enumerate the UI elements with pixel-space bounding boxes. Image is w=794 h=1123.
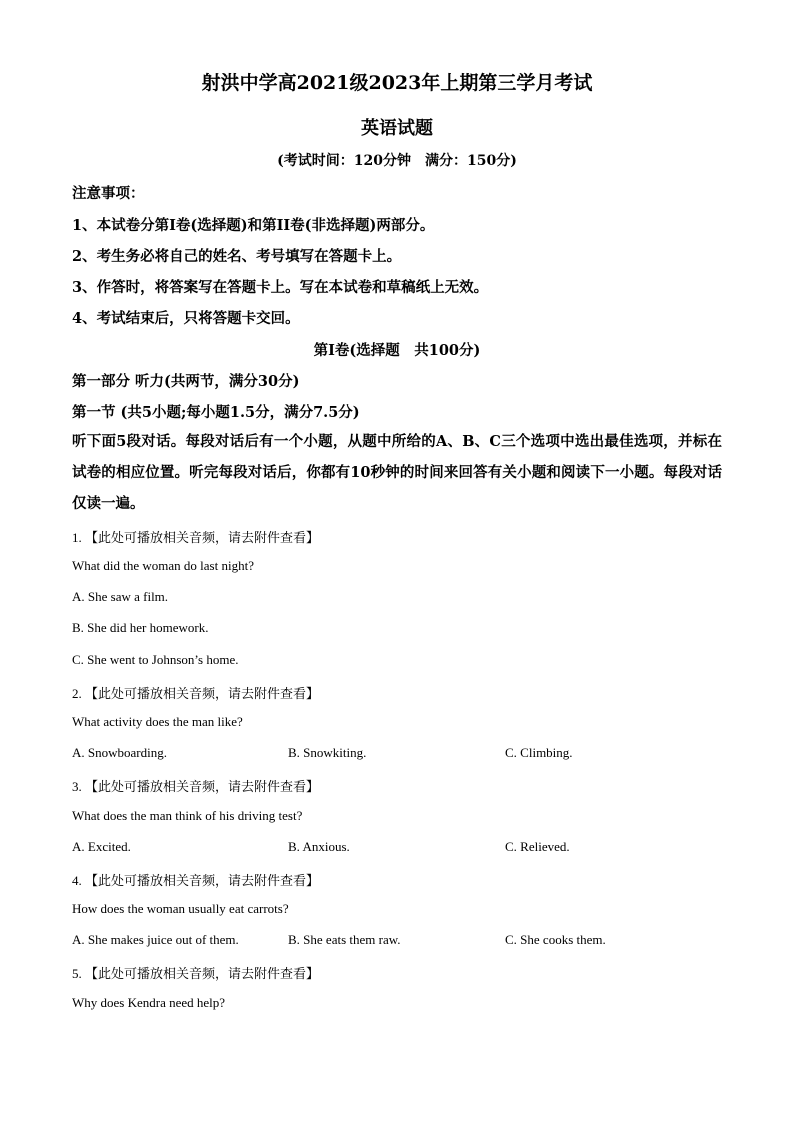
option-a: A. Excited.: [72, 839, 131, 854]
question-text: What does the man think of his driving test?: [72, 808, 303, 823]
question-text: What activity does the man like?: [72, 714, 243, 729]
audio-placeholder: 2. 【此处可播放相关音频，请去附件查看】: [72, 686, 320, 701]
part-heading: 第一部分 听力(共两节，满分30分): [72, 373, 300, 390]
question-text: How does the woman usually eat carrots?: [72, 901, 289, 916]
instructions: 听下面5段对话。每段对话后有一个小题，从题中所给的A、B、C三个选项中选出最佳选项，并标在试卷的相应位置。听完每段对话后，你都有10秒钟的时间来回答有关小题和阅读下一小题。每段对话仅读一遍。: [72, 433, 722, 512]
option-a: A. She saw a film.: [72, 589, 169, 604]
audio-placeholder: 4. 【此处可播放相关音频，请去附件查看】: [72, 873, 320, 888]
note-item: 3、作答时，将答案写在答题卡上。写在本试卷和草稿纸上无效。: [72, 279, 489, 296]
exam-info: (考试时间：120分钟 满分：150分): [277, 153, 517, 169]
option-b: B. Snowkiting.: [288, 745, 367, 760]
note-item: 4、考试结束后，只将答题卡交回。: [72, 310, 300, 327]
question-text: What did the woman do last night?: [72, 558, 254, 573]
option-b: B. She eats them raw.: [288, 932, 401, 947]
note-item: 2、考生务必将自己的姓名、考号填写在答题卡上。: [72, 248, 402, 265]
option-a: A. She makes juice out of them.: [72, 932, 239, 947]
note-item: 1、本试卷分第I卷(选择题)和第II卷(非选择题)两部分。: [72, 217, 435, 234]
option-b: B. Anxious.: [288, 839, 350, 854]
option-c: C. She went to Johnson’s home.: [72, 652, 239, 667]
subsection-heading: 第一节 (共5小题;每小题1.5分，满分7.5分): [72, 404, 360, 421]
exam-title: 射洪中学高2021级2023年上期第三学月考试: [201, 72, 593, 94]
option-a: A. Snowboarding.: [72, 745, 167, 760]
notes-heading: 注意事项：: [72, 185, 145, 202]
audio-placeholder: 1. 【此处可播放相关音频，请去附件查看】: [72, 530, 320, 545]
audio-placeholder: 5. 【此处可播放相关音频，请去附件查看】: [72, 966, 320, 981]
volume-heading: 第I卷(选择题 共100分): [313, 342, 481, 359]
option-c: C. She cooks them.: [505, 932, 606, 947]
option-c: C. Climbing.: [505, 745, 573, 760]
question-text: Why does Kendra need help?: [72, 995, 226, 1010]
subject-title: 英语试题: [361, 118, 433, 139]
option-c: C. Relieved.: [505, 839, 570, 854]
option-b: B. She did her homework.: [72, 620, 209, 635]
audio-placeholder: 3. 【此处可播放相关音频，请去附件查看】: [72, 779, 320, 794]
